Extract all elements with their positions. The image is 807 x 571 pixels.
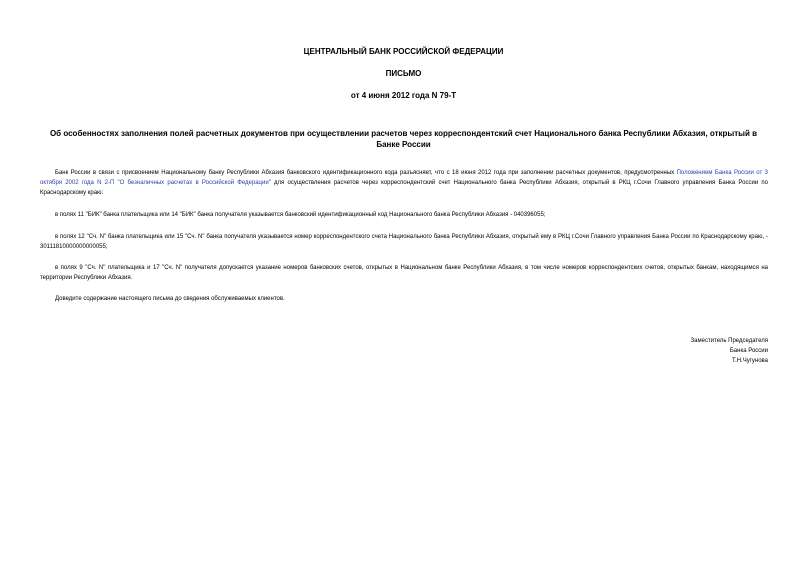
document-date-number: от 4 июня 2012 года N 79-Т xyxy=(350,91,457,100)
signatory-name: Т.Н.Чугунова xyxy=(732,358,768,364)
paragraph-3: в полях 12 "Сч. N" банка плательщика или 15 "Сч. N" банка получателя указывается номер корреспондентского счета Национального банка Республики Абхазия, открытый ему в РКЦ г.Сочи Главного управления Банка России по Краснодарскому краю, - 30111810000000000055; xyxy=(40,234,768,250)
paragraph-5: Доведите содержание настоящего письма до сведения обслуживаемых клиентов. xyxy=(55,296,285,302)
signature-block xyxy=(691,336,768,366)
paragraph-1-text-start: Банк России в связи с присвоением Национальному банку Республики Абхазия банковского идентификационного кода разъясняет, что с 18 июня 2012 года при заполнении расчетных документов, предусмотренных xyxy=(55,170,677,176)
regulation-link[interactable]: Положением Банка России от 3 октября 2002 года N 2-П "О безналичных расчетах в Российской Федерации" xyxy=(40,170,768,186)
paragraph-2: в полях 11 "БИК" банка плательщика или 14 "БИК" банка получателя указывается банковский идентификационный код Национального банка Республики Абхазия - 040396055; xyxy=(55,212,546,218)
organization-title: ЦЕНТРАЛЬНЫЙ БАНК РОССИЙСКОЙ ФЕДЕРАЦИИ xyxy=(303,47,504,56)
paragraph-1 xyxy=(40,168,768,198)
signatory-organization: Банка России xyxy=(729,348,768,354)
paragraph-1-text-end: для осуществления расчетов через корреспондентский счет Национального банка Республики Абхазия, открытый в РКЦ г.Сочи Главного управления Банка России по Краснодарскому краю: xyxy=(40,180,768,196)
paragraph-4: в полях 9 "Сч. N" плательщика и 17 "Сч. N" получателя допускается указание номеров банковских счетов, открытых в Национальном банке Республики Абхазия, в том числе номеров корреспондентских счетов, открытых банкам, находящимся на территории Республики Абхазия. xyxy=(40,265,768,281)
document-heading: Об особенностях заполнения полей расчетных документов при осуществлении расчетов через корреспондентский счет Национального банка Республики Абхазия, открытый в Банке России xyxy=(49,129,758,149)
document-type: ПИСЬМО xyxy=(385,69,422,78)
signatory-position: Заместитель Председателя xyxy=(690,338,768,344)
